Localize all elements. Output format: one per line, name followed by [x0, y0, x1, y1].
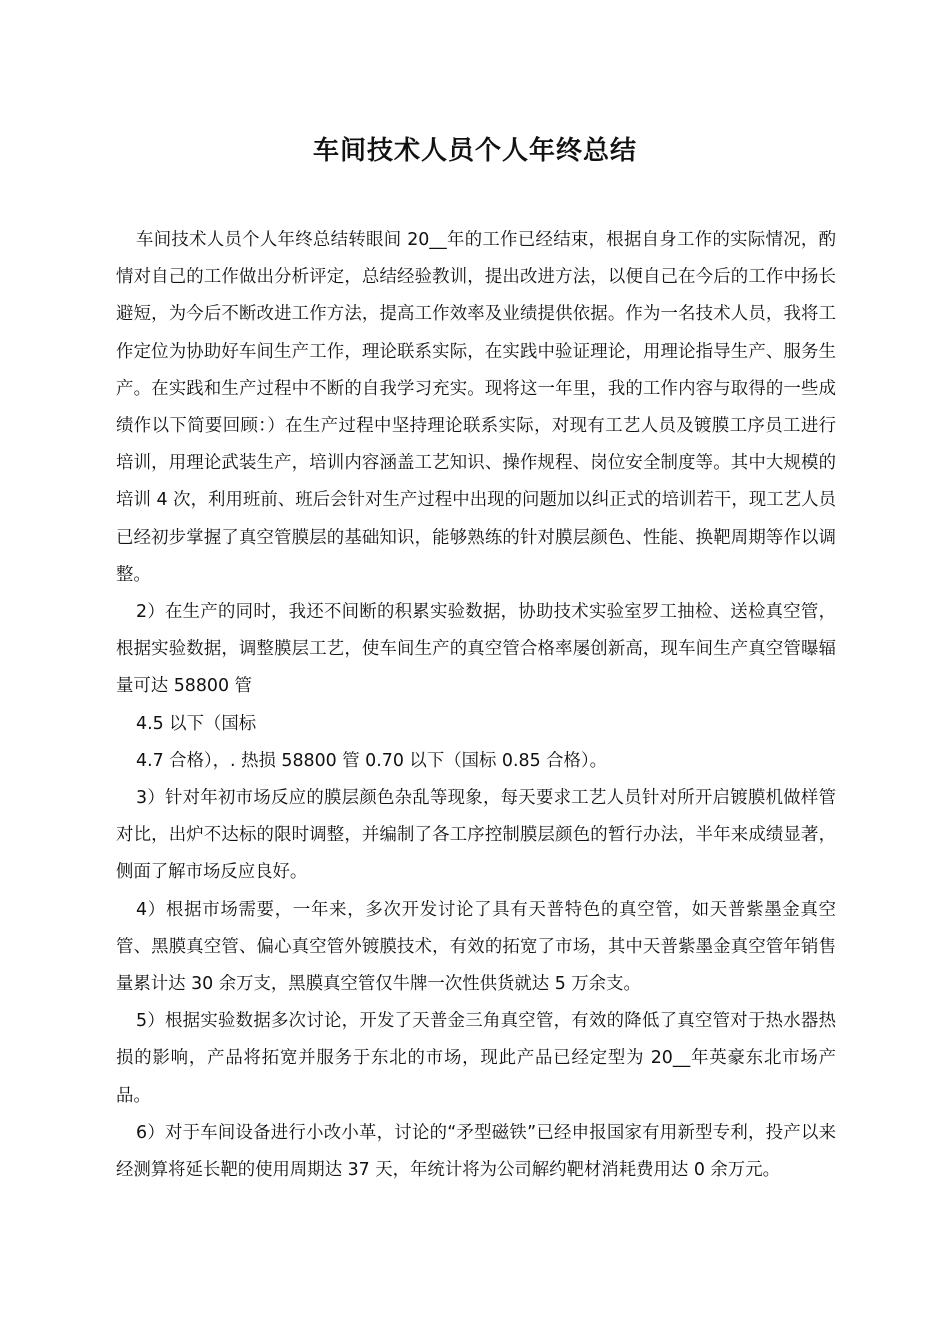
paragraph-fragment-2: 4.7 合格），. 热损 58800 管 0.70 以下（国标 0.85 合格）。: [136, 750, 608, 771]
paragraph-item-4: 4）根据市场需要，一年来，多次开发讨论了具有天普特色的真空管，如天普紫墨金真空管、黑膜真空管、偏心真空管外镀膜技术，有效的拓宽了市场，其中天普紫墨金真空管年销售量累计达 30 余万支，黑膜真空管仅牛牌一次性供货就达 5 万余支。: [116, 899, 836, 995]
paragraph-fragment-1: 4.5 以下（国标: [136, 713, 257, 734]
paragraph-item-3: 3）针对年初市场反应的膜层颜色杂乱等现象，每天要求工艺人员针对所开启镀膜机做样管对比，出炉不达标的限时调整，并编制了各工序控制膜层颜色的暂行办法，半年来成绩显著，侧面了解市场反应良好。: [116, 788, 836, 883]
paragraph-item-2: 2）在生产的同时，我还不间断的积累实验数据，协助技术实验室罗工抽检、送检真空管，根据实验数据，调整膜层工艺，使车间生产的真空管合格率屡创新高，现车间生产真空管曝辐量可达 58800 管: [116, 602, 836, 697]
paragraph-intro: 车间技术人员个人年终总结转眼间 20__年的工作已经结束，根据自身工作的实际情况，酌情对自己的工作做出分析评定，总结经验教训，提出改进方法，以便自己在今后的工作中扬长避短，为今后不断改进工作方法，提高工作效率及业绩提供依据。作为一名技术人员，我将工作定位为协助好车间生产工作，理论联系实际，在实践中验证理论，用理论指导生产、服务生产。在实践和生产过程中不断的自我学习充实。现将这一年里，我的工作内容与取得的一些成绩作以下简要回顾：）在生产过程中坚持理论联系实际，对现有工艺人员及镀膜工序员工进行培训，用理论武装生产，培训内容涵盖工艺知识、操作规程、岗位安全制度等。其中大规模的培训 4 次，利用班前、班后会针对生产过程中出现的问题加以纠正式的培训若干，现工艺人员已经初步掌握了真空管膜层的基础知识，能够熟练的针对膜层颜色、性能、换靶周期等作以调整。: [116, 230, 836, 585]
paragraph-item-5: 5）根据实验数据多次讨论，开发了天普金三角真空管，有效的降低了真空管对于热水器热损的影响，产品将拓宽并服务于东北的市场，现此产品已经定型为 20__年英豪东北市场产品。: [116, 1011, 836, 1106]
document-body: [116, 222, 836, 1189]
document-title: 车间技术人员个人年终总结: [312, 136, 637, 166]
paragraph-item-6: 6）对于车间设备进行小改小革，讨论的“矛型磁铁”已经申报国家有用新型专利，投产以来经测算将延长靶的使用周期达 37 天，年统计将为公司解约靶材消耗费用达 0 余万元。: [116, 1122, 836, 1181]
